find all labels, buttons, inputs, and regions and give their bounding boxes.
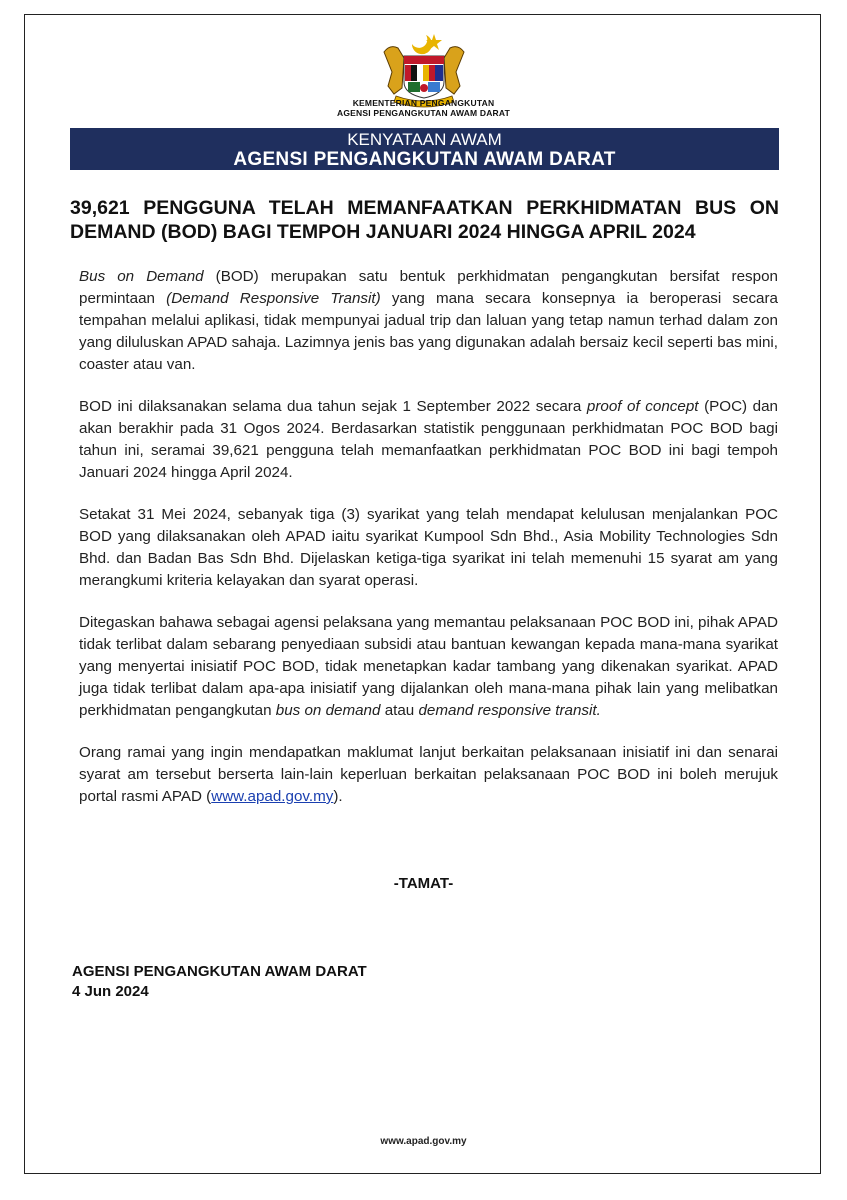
paragraph-2 (79, 396, 778, 484)
coat-of-arms-icon (378, 30, 470, 108)
term-drt: (Demand Responsive Transit) (166, 290, 381, 307)
apad-portal-link[interactable]: www.apad.gov.my (211, 788, 334, 805)
banner-agency: AGENSI PENGANGKUTAN AWAM DARAT (233, 149, 616, 170)
paragraph-2-text-b: (POC) dan akan berakhir pada 31 Ogos 2024. Berdasarkan statistik penggunaan perkhidmatan POC BOD bagi tahun ini, seramai 39,621 pengguna telah memanfaatkan perkhidmatan POC BOD ini bagi tempoh Januari 2024 hingga April 2024. (79, 398, 779, 481)
paragraph-5 (79, 742, 778, 808)
footer-website: www.apad.gov.my (380, 1136, 467, 1147)
press-release-body (79, 266, 778, 828)
paragraph-1-text-a: (BOD) merupakan satu bentuk perkhidmatan pengangkutan bersifat respon permintaan (79, 268, 778, 307)
agency-name: AGENSI PENGANGKUTAN AWAM DARAT (336, 108, 510, 118)
signature-org: AGENSI PENGANGKUTAN AWAM DARAT (72, 963, 367, 980)
paragraph-2-text-a: BOD ini dilaksanakan selama dua tahun sejak 1 September 2022 secara (79, 398, 587, 415)
term-proof-of-concept: proof of concept (586, 398, 699, 415)
paragraph-4 (79, 612, 778, 722)
paragraph-4-text-b: atau (380, 702, 419, 719)
press-release-headline: 39,621 PENGGUNA TELAH MEMANFAATKAN PERKHIDMATAN BUS ON DEMAND (BOD) BAGI TEMPOH JANUARI 2024 HINGGA APRIL 2024 (70, 197, 779, 243)
signature-date: 4 Jun 2024 (72, 983, 149, 1000)
paragraph-5-text-b: ). (333, 788, 343, 805)
paragraph-3: Setakat 31 Mei 2024, sebanyak tiga (3) syarikat yang telah mendapat kelulusan menjalankan POC BOD yang dilaksanakan oleh APAD iaitu syarikat Kumpool Sdn Bhd., Asia Mobility Technologies Sdn Bhd. dan Badan Bas Sdn Bhd. Dijelaskan ketiga-tiga syarikat ini telah memenuhi 15 syarat am yang merangkumi kriteria kelayakan dan syarat operasi. (79, 506, 778, 589)
signature-block (72, 962, 367, 1002)
paragraph-4-text-a: Ditegaskan bahawa sebagai agensi pelaksana yang memantau pelaksanaan POC BOD ini, pihak APAD tidak terlibat dalam sebarang penyediaan subsidi atau bantuan kewangan kepada mana-mana syarikat yang menyertai inisiatif POC BOD, tidak menetapkan kadar tambang yang dikenakan syarikat. APAD juga tidak terlibat dalam apa-apa inisiatif yang dijalankan oleh mana-mana pihak lain yang melibatkan perkhidmatan pengangkutan (79, 614, 778, 719)
term-bus-on-demand-lower: bus on demand (275, 702, 381, 719)
closing-mark: -TAMAT- (393, 875, 454, 892)
statement-banner (70, 128, 779, 170)
banner-title: KENYATAAN AWAM (347, 130, 502, 149)
term-bus-on-demand: Bus on Demand (79, 268, 204, 285)
term-drt-lower: demand responsive transit. (418, 702, 601, 719)
paragraph-1-text-b: yang mana secara konsepnya ia beroperasi secara tempahan melalui aplikasi, tidak mempunyai jadual trip dan laluan yang tetap namun terhad dalam zon yang diluluskan APAD sahaja. Lazimnya jenis bas yang digunakan adalah bersaiz kecil seperti bas mini, coaster atau van. (79, 290, 778, 373)
paragraph-5-text-a: Orang ramai yang ingin mendapatkan maklumat lanjut berkaitan pelaksanaan inisiatif ini dan senarai syarat am tersebut berserta lain-lain keperluan berkaitan pelaksanaan POC BOD ini boleh merujuk portal rasmi APAD ( (79, 744, 778, 805)
ministry-name: KEMENTERIAN PENGANGKUTAN (352, 98, 495, 108)
paragraph-1 (79, 266, 778, 376)
